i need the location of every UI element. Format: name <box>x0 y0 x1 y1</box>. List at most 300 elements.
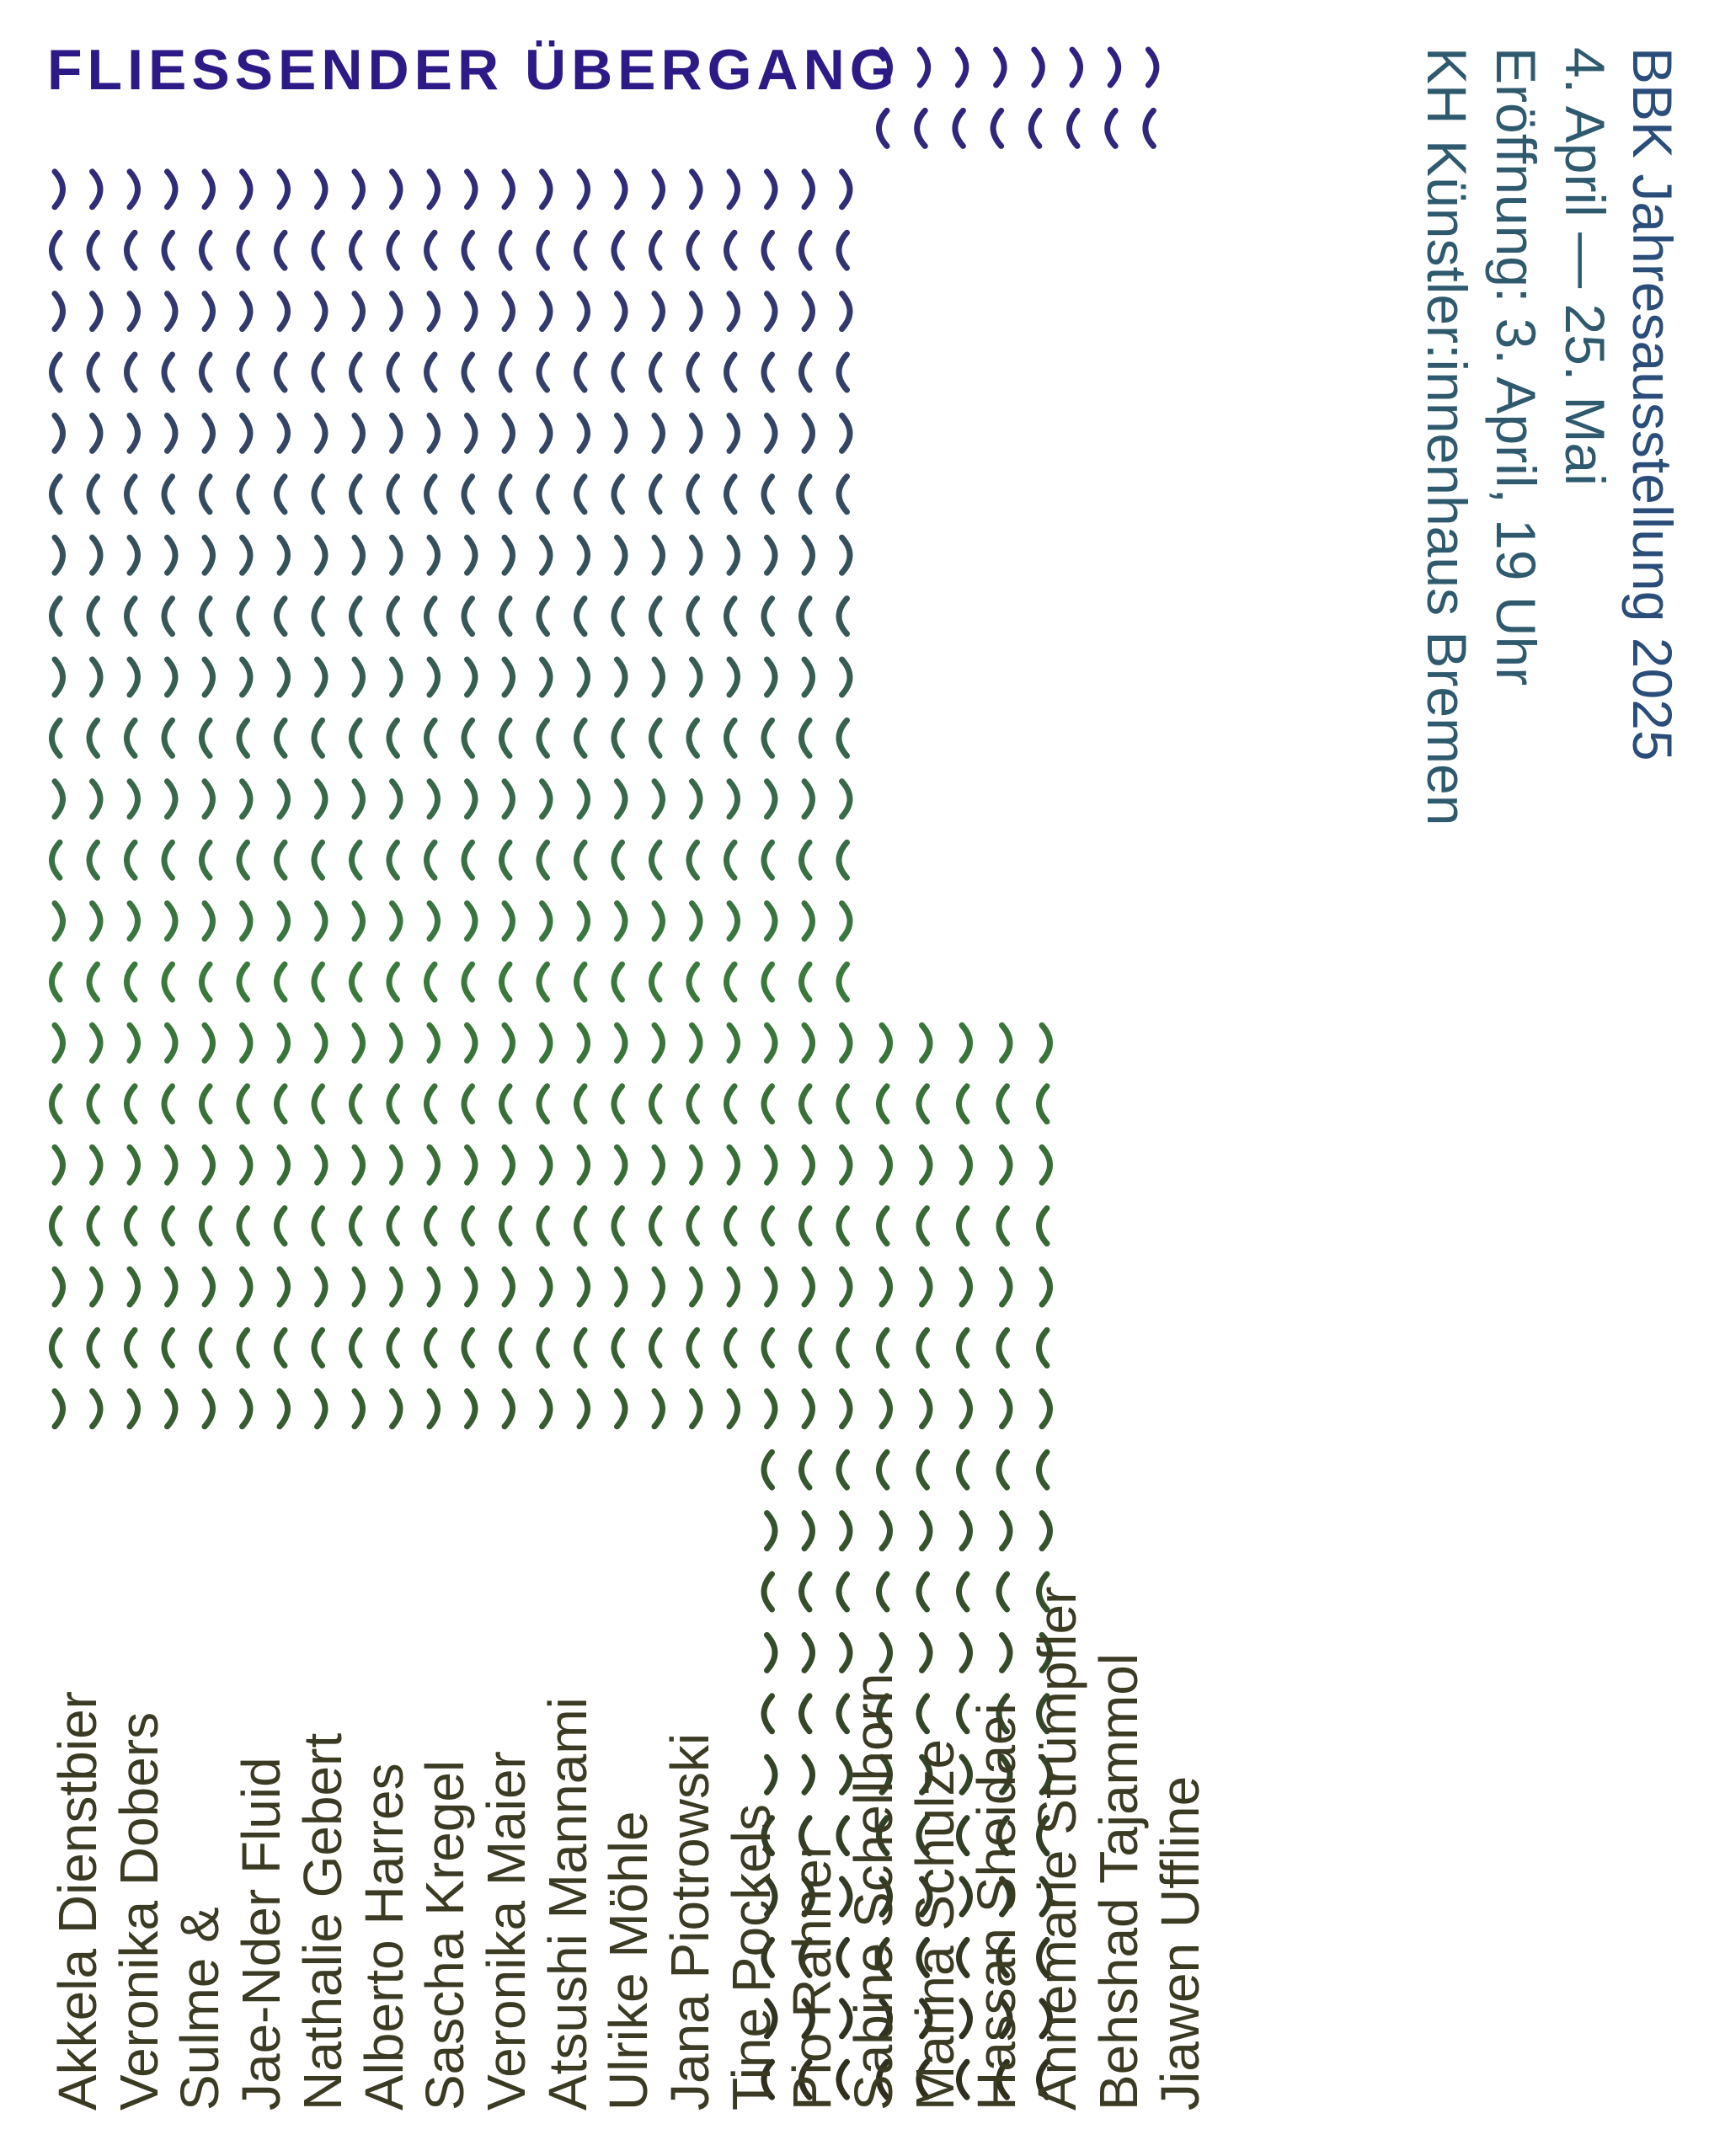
close-paren-mark <box>804 294 813 329</box>
artist-name: Atsushi Mannami <box>537 1697 598 2111</box>
open-paren-mark <box>314 1086 323 1122</box>
close-paren-mark <box>1148 50 1156 85</box>
open-paren-mark <box>314 720 323 755</box>
close-paren-mark <box>243 537 251 573</box>
open-paren-mark <box>239 1086 248 1122</box>
close-paren-mark <box>1002 1513 1011 1549</box>
close-paren-mark <box>617 659 626 695</box>
open-paren-mark <box>689 355 697 390</box>
close-paren-mark <box>243 294 251 329</box>
open-paren-mark <box>239 1330 248 1365</box>
artist-name: Veronika Dobers <box>108 1711 169 2111</box>
close-paren-mark <box>393 904 401 939</box>
close-paren-mark <box>542 904 551 939</box>
open-paren-mark <box>52 842 61 878</box>
close-paren-mark <box>393 537 401 573</box>
close-paren-mark <box>55 294 63 329</box>
close-paren-mark <box>130 415 138 451</box>
close-paren-mark <box>467 1025 476 1060</box>
open-paren-mark <box>959 1452 968 1487</box>
close-paren-mark <box>767 1147 776 1182</box>
open-paren-mark <box>427 720 435 755</box>
open-paren-mark <box>352 842 360 878</box>
artist-name: Jiawen Uffline <box>1149 1775 1210 2111</box>
close-paren-mark <box>922 1147 931 1182</box>
artist-name: Jae-Nder Fluid <box>231 1757 292 2111</box>
open-paren-mark <box>999 1452 1007 1487</box>
open-paren-mark <box>802 599 810 634</box>
open-paren-mark <box>764 232 772 268</box>
close-paren-mark <box>692 1391 701 1427</box>
open-paren-mark <box>239 842 248 878</box>
close-paren-mark <box>168 294 176 329</box>
close-paren-mark <box>767 782 776 817</box>
close-paren-mark <box>430 537 438 573</box>
close-paren-mark <box>93 415 101 451</box>
close-paren-mark <box>168 904 176 939</box>
open-paren-mark <box>277 720 286 755</box>
open-paren-mark <box>127 1330 136 1365</box>
close-paren-mark <box>55 1269 63 1305</box>
open-paren-mark <box>999 1086 1007 1122</box>
close-paren-mark <box>55 782 63 817</box>
open-paren-mark <box>427 964 435 1000</box>
open-paren-mark <box>389 720 398 755</box>
close-paren-mark <box>280 1025 288 1060</box>
open-paren-mark <box>652 232 660 268</box>
close-paren-mark <box>922 1269 931 1305</box>
open-paren-mark <box>389 1209 398 1244</box>
close-paren-mark <box>505 294 513 329</box>
close-paren-mark <box>920 50 928 85</box>
close-paren-mark <box>654 659 663 695</box>
open-paren-mark <box>689 1330 697 1365</box>
open-paren-mark <box>427 232 435 268</box>
close-paren-mark <box>205 904 213 939</box>
close-paren-mark <box>692 904 701 939</box>
open-paren-mark <box>652 720 660 755</box>
open-paren-mark <box>389 232 398 268</box>
close-paren-mark <box>804 1269 813 1305</box>
close-paren-mark <box>280 1391 288 1427</box>
close-paren-mark <box>318 1147 326 1182</box>
close-paren-mark <box>55 415 63 451</box>
close-paren-mark <box>280 1147 288 1182</box>
open-paren-mark <box>352 599 360 634</box>
close-paren-mark <box>767 172 776 207</box>
close-paren-mark <box>393 1147 401 1182</box>
close-paren-mark <box>654 415 663 451</box>
open-paren-mark <box>577 720 585 755</box>
open-paren-mark <box>502 232 510 268</box>
open-paren-mark <box>652 355 660 390</box>
close-paren-mark <box>1002 1391 1011 1427</box>
close-paren-mark <box>804 904 813 939</box>
open-paren-mark <box>689 599 697 634</box>
open-paren-mark <box>839 355 847 390</box>
close-paren-mark <box>579 294 588 329</box>
close-paren-mark <box>205 294 213 329</box>
close-paren-mark <box>318 659 326 695</box>
close-paren-mark <box>280 537 288 573</box>
close-paren-mark <box>355 172 363 207</box>
open-paren-mark <box>502 842 510 878</box>
open-paren-mark <box>52 355 61 390</box>
close-paren-mark <box>692 1147 701 1182</box>
close-paren-mark <box>430 1025 438 1060</box>
open-paren-mark <box>202 1086 211 1122</box>
close-paren-mark <box>579 1025 588 1060</box>
open-paren-mark <box>314 232 323 268</box>
close-paren-mark <box>280 415 288 451</box>
open-paren-mark <box>502 1330 510 1365</box>
close-paren-mark <box>393 782 401 817</box>
close-paren-mark <box>130 294 138 329</box>
close-paren-mark <box>804 172 813 207</box>
open-paren-mark <box>802 842 810 878</box>
close-paren-mark <box>767 294 776 329</box>
open-paren-mark <box>689 232 697 268</box>
open-paren-mark <box>1039 1209 1048 1244</box>
close-paren-mark <box>579 1147 588 1182</box>
open-paren-mark <box>89 232 98 268</box>
open-paren-mark <box>389 355 398 390</box>
close-paren-mark <box>93 1147 101 1182</box>
open-paren-mark <box>727 355 735 390</box>
close-paren-mark <box>393 1025 401 1060</box>
open-paren-mark <box>52 720 61 755</box>
open-paren-mark <box>202 355 211 390</box>
close-paren-mark <box>393 659 401 695</box>
open-paren-mark <box>314 355 323 390</box>
open-paren-mark <box>464 1209 473 1244</box>
open-paren-mark <box>277 599 286 634</box>
open-paren-mark <box>502 599 510 634</box>
close-paren-mark <box>205 659 213 695</box>
open-paren-mark <box>1039 1330 1048 1365</box>
open-paren-mark <box>999 1330 1007 1365</box>
open-paren-mark <box>652 1209 660 1244</box>
open-paren-mark <box>427 1086 435 1122</box>
close-paren-mark <box>130 1391 138 1427</box>
close-paren-mark <box>617 782 626 817</box>
artist-name: Alberto Harres <box>353 1763 414 2111</box>
close-paren-mark <box>243 659 251 695</box>
open-paren-mark <box>127 842 136 878</box>
open-paren-mark <box>614 232 622 268</box>
close-paren-mark <box>842 1025 851 1060</box>
close-paren-mark <box>842 659 851 695</box>
close-paren-mark <box>467 1147 476 1182</box>
close-paren-mark <box>767 1391 776 1427</box>
close-paren-mark <box>767 1513 776 1549</box>
close-paren-mark <box>617 415 626 451</box>
artist-name: Behshad Tajammol <box>1087 1652 1149 2111</box>
close-paren-mark <box>882 1025 890 1060</box>
close-paren-mark <box>280 1269 288 1305</box>
open-paren-mark <box>464 964 473 1000</box>
open-paren-mark <box>89 1086 98 1122</box>
open-paren-mark <box>577 1209 585 1244</box>
close-paren-mark <box>130 904 138 939</box>
close-paren-mark <box>318 415 326 451</box>
close-paren-mark <box>243 415 251 451</box>
close-paren-mark <box>767 1025 776 1060</box>
open-paren-mark <box>802 1452 810 1487</box>
open-paren-mark <box>52 599 61 634</box>
close-paren-mark <box>842 1269 851 1305</box>
close-paren-mark <box>1002 1025 1011 1060</box>
close-paren-mark <box>996 50 1005 85</box>
close-paren-mark <box>318 1391 326 1427</box>
close-paren-mark <box>692 659 701 695</box>
artist-name: Veronika Maier <box>475 1751 537 2111</box>
close-paren-mark <box>617 1025 626 1060</box>
close-paren-mark <box>542 172 551 207</box>
open-paren-mark <box>802 1330 810 1365</box>
open-paren-mark <box>1070 110 1078 146</box>
artist-list <box>47 1587 1210 2111</box>
close-paren-mark <box>617 1391 626 1427</box>
open-paren-mark <box>389 842 398 878</box>
open-paren-mark <box>52 1086 61 1122</box>
close-paren-mark <box>280 782 288 817</box>
open-paren-mark <box>427 1330 435 1365</box>
close-paren-mark <box>505 904 513 939</box>
close-paren-mark <box>729 537 738 573</box>
close-paren-mark <box>467 782 476 817</box>
open-paren-mark <box>89 599 98 634</box>
artist-name: Pio Rahner <box>782 1840 843 2111</box>
close-paren-mark <box>243 1391 251 1427</box>
close-paren-mark <box>93 1025 101 1060</box>
open-paren-mark <box>277 232 286 268</box>
open-paren-mark <box>352 355 360 390</box>
open-paren-mark <box>352 1209 360 1244</box>
close-paren-mark <box>393 415 401 451</box>
close-paren-mark <box>93 537 101 573</box>
open-paren-mark <box>689 477 697 512</box>
close-paren-mark <box>962 1391 970 1427</box>
close-paren-mark <box>243 904 251 939</box>
close-paren-mark <box>467 537 476 573</box>
close-paren-mark <box>467 1269 476 1305</box>
close-paren-mark <box>55 904 63 939</box>
open-paren-mark <box>464 720 473 755</box>
open-paren-mark <box>239 1209 248 1244</box>
close-paren-mark <box>579 1391 588 1427</box>
close-paren-mark <box>505 782 513 817</box>
open-paren-mark <box>1108 110 1116 146</box>
close-paren-mark <box>617 537 626 573</box>
open-paren-mark <box>539 842 547 878</box>
open-paren-mark <box>879 1086 888 1122</box>
close-paren-mark <box>692 172 701 207</box>
open-paren-mark <box>164 842 173 878</box>
open-paren-mark <box>164 232 173 268</box>
close-paren-mark <box>804 1513 813 1549</box>
open-paren-mark <box>727 599 735 634</box>
close-paren-mark <box>243 1147 251 1182</box>
close-paren-mark <box>280 294 288 329</box>
close-paren-mark <box>130 659 138 695</box>
open-paren-mark <box>959 1086 968 1122</box>
close-paren-mark <box>1042 1391 1050 1427</box>
artist-name: Nathalie Gebert <box>291 1732 353 2111</box>
close-paren-mark <box>280 659 288 695</box>
close-paren-mark <box>654 1025 663 1060</box>
close-paren-mark <box>542 1269 551 1305</box>
close-paren-mark <box>654 294 663 329</box>
close-paren-mark <box>243 1269 251 1305</box>
close-paren-mark <box>280 172 288 207</box>
close-paren-mark <box>168 1269 176 1305</box>
close-paren-mark <box>467 294 476 329</box>
close-paren-mark <box>882 1147 890 1182</box>
open-paren-mark <box>802 355 810 390</box>
close-paren-mark <box>1042 1269 1050 1305</box>
close-paren-mark <box>355 904 363 939</box>
close-paren-mark <box>1110 50 1119 85</box>
close-paren-mark <box>962 1025 970 1060</box>
open-paren-mark <box>614 355 622 390</box>
close-paren-mark <box>542 1025 551 1060</box>
close-paren-mark <box>767 1269 776 1305</box>
close-paren-mark <box>505 172 513 207</box>
close-paren-mark <box>729 1025 738 1060</box>
info-line-dates: 4. April — 25. Mai <box>1554 47 1616 486</box>
open-paren-mark <box>389 964 398 1000</box>
open-paren-mark <box>89 964 98 1000</box>
open-paren-mark <box>314 1330 323 1365</box>
open-paren-mark <box>959 1330 968 1365</box>
open-paren-mark <box>277 1330 286 1365</box>
close-paren-mark <box>280 904 288 939</box>
open-paren-mark <box>1039 1452 1048 1487</box>
open-paren-mark <box>689 1209 697 1244</box>
close-paren-mark <box>130 1147 138 1182</box>
open-paren-mark <box>955 110 964 146</box>
close-paren-mark <box>842 415 851 451</box>
open-paren-mark <box>539 477 547 512</box>
close-paren-mark <box>355 537 363 573</box>
open-paren-mark <box>52 1209 61 1244</box>
close-paren-mark <box>318 1025 326 1060</box>
open-paren-mark <box>202 1209 211 1244</box>
open-paren-mark <box>502 355 510 390</box>
open-paren-mark <box>614 1086 622 1122</box>
close-paren-mark <box>467 1391 476 1427</box>
close-paren-mark <box>842 537 851 573</box>
open-paren-mark <box>539 720 547 755</box>
open-paren-mark <box>689 964 697 1000</box>
open-paren-mark <box>464 842 473 878</box>
open-paren-mark <box>89 842 98 878</box>
open-paren-mark <box>502 964 510 1000</box>
close-paren-mark <box>430 904 438 939</box>
open-paren-mark <box>727 1209 735 1244</box>
open-paren-mark <box>277 477 286 512</box>
open-paren-mark <box>917 110 926 146</box>
open-paren-mark <box>919 1086 927 1122</box>
open-paren-mark <box>164 1209 173 1244</box>
open-paren-mark <box>727 842 735 878</box>
close-paren-mark <box>168 537 176 573</box>
poster-title: FLIESSENDER ÜBERGANG <box>47 38 900 102</box>
close-paren-mark <box>430 1269 438 1305</box>
open-paren-mark <box>389 599 398 634</box>
open-paren-mark <box>1039 1086 1048 1122</box>
open-paren-mark <box>1146 110 1154 146</box>
close-paren-mark <box>692 415 701 451</box>
open-paren-mark <box>427 842 435 878</box>
close-paren-mark <box>579 1269 588 1305</box>
close-paren-mark <box>93 904 101 939</box>
open-paren-mark <box>879 110 888 146</box>
close-paren-mark <box>1072 50 1081 85</box>
open-paren-mark <box>879 1452 888 1487</box>
close-paren-mark <box>842 1391 851 1427</box>
open-paren-mark <box>689 720 697 755</box>
open-paren-mark <box>727 720 735 755</box>
close-paren-mark <box>55 537 63 573</box>
close-paren-mark <box>1042 1147 1050 1182</box>
close-paren-mark <box>729 782 738 817</box>
close-paren-mark <box>692 537 701 573</box>
open-paren-mark <box>764 720 772 755</box>
open-paren-mark <box>239 232 248 268</box>
open-paren-mark <box>727 1086 735 1122</box>
open-paren-mark <box>689 842 697 878</box>
artist-name: Akkela Dienstbier <box>47 1691 108 2111</box>
artist-name: Ulrike Möhle <box>598 1811 660 2111</box>
open-paren-mark <box>764 964 772 1000</box>
close-paren-mark <box>654 782 663 817</box>
close-paren-mark <box>505 537 513 573</box>
open-paren-mark <box>539 355 547 390</box>
open-paren-mark <box>577 232 585 268</box>
open-paren-mark <box>993 110 1001 146</box>
close-paren-mark <box>1002 1147 1011 1182</box>
open-paren-mark <box>427 599 435 634</box>
open-paren-mark <box>802 1209 810 1244</box>
open-paren-mark <box>919 1330 927 1365</box>
close-paren-mark <box>922 1391 931 1427</box>
open-paren-mark <box>89 1209 98 1244</box>
close-paren-mark <box>505 1147 513 1182</box>
close-paren-mark <box>93 294 101 329</box>
close-paren-mark <box>542 537 551 573</box>
open-paren-mark <box>614 964 622 1000</box>
close-paren-mark <box>962 1269 970 1305</box>
close-paren-mark <box>729 294 738 329</box>
close-paren-mark <box>542 294 551 329</box>
close-paren-mark <box>804 537 813 573</box>
open-paren-mark <box>764 477 772 512</box>
close-paren-mark <box>1034 50 1043 85</box>
open-paren-mark <box>314 1209 323 1244</box>
close-paren-mark <box>767 904 776 939</box>
close-paren-mark <box>130 1269 138 1305</box>
close-paren-mark <box>804 659 813 695</box>
open-paren-mark <box>464 232 473 268</box>
open-paren-mark <box>127 599 136 634</box>
open-paren-mark <box>464 1330 473 1365</box>
open-paren-mark <box>764 355 772 390</box>
close-paren-mark <box>467 659 476 695</box>
open-paren-mark <box>577 477 585 512</box>
open-paren-mark <box>839 1330 847 1365</box>
